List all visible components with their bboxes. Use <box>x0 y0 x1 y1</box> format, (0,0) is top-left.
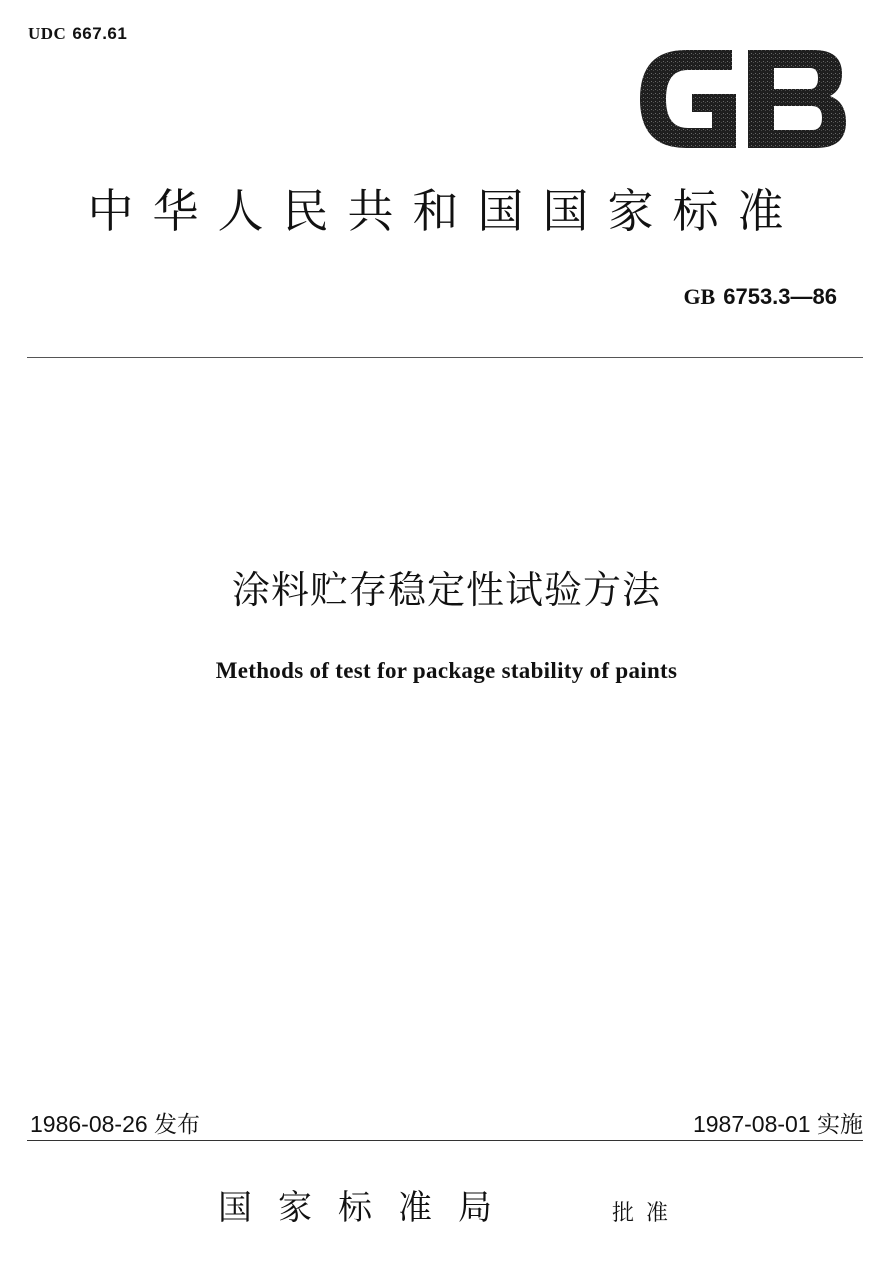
top-divider <box>27 357 863 358</box>
approval-label: 批准 <box>612 1201 681 1226</box>
standard-number <box>683 284 837 310</box>
gb-logo <box>634 40 850 158</box>
bottom-divider <box>27 1140 863 1141</box>
english-document-title: Methods of test for package stability of paints <box>215 658 678 683</box>
issue-date: 1986-08-26 发布 <box>30 1111 201 1137</box>
effective-date: 1987-08-01 实施 <box>692 1111 863 1137</box>
standard-number-prefix: GB <box>683 284 716 309</box>
chinese-document-title: 涂料贮存稳定性试验方法 <box>231 568 661 612</box>
udc-code <box>28 24 127 44</box>
standard-number-value: 6753.3—86 <box>723 284 837 309</box>
udc-number: 667.61 <box>72 24 128 43</box>
udc-label: UDC <box>28 24 67 43</box>
national-standard-title: 中华人民共和国国家标准 <box>87 184 803 238</box>
issuing-authority: 国家标准局 <box>218 1188 518 1228</box>
